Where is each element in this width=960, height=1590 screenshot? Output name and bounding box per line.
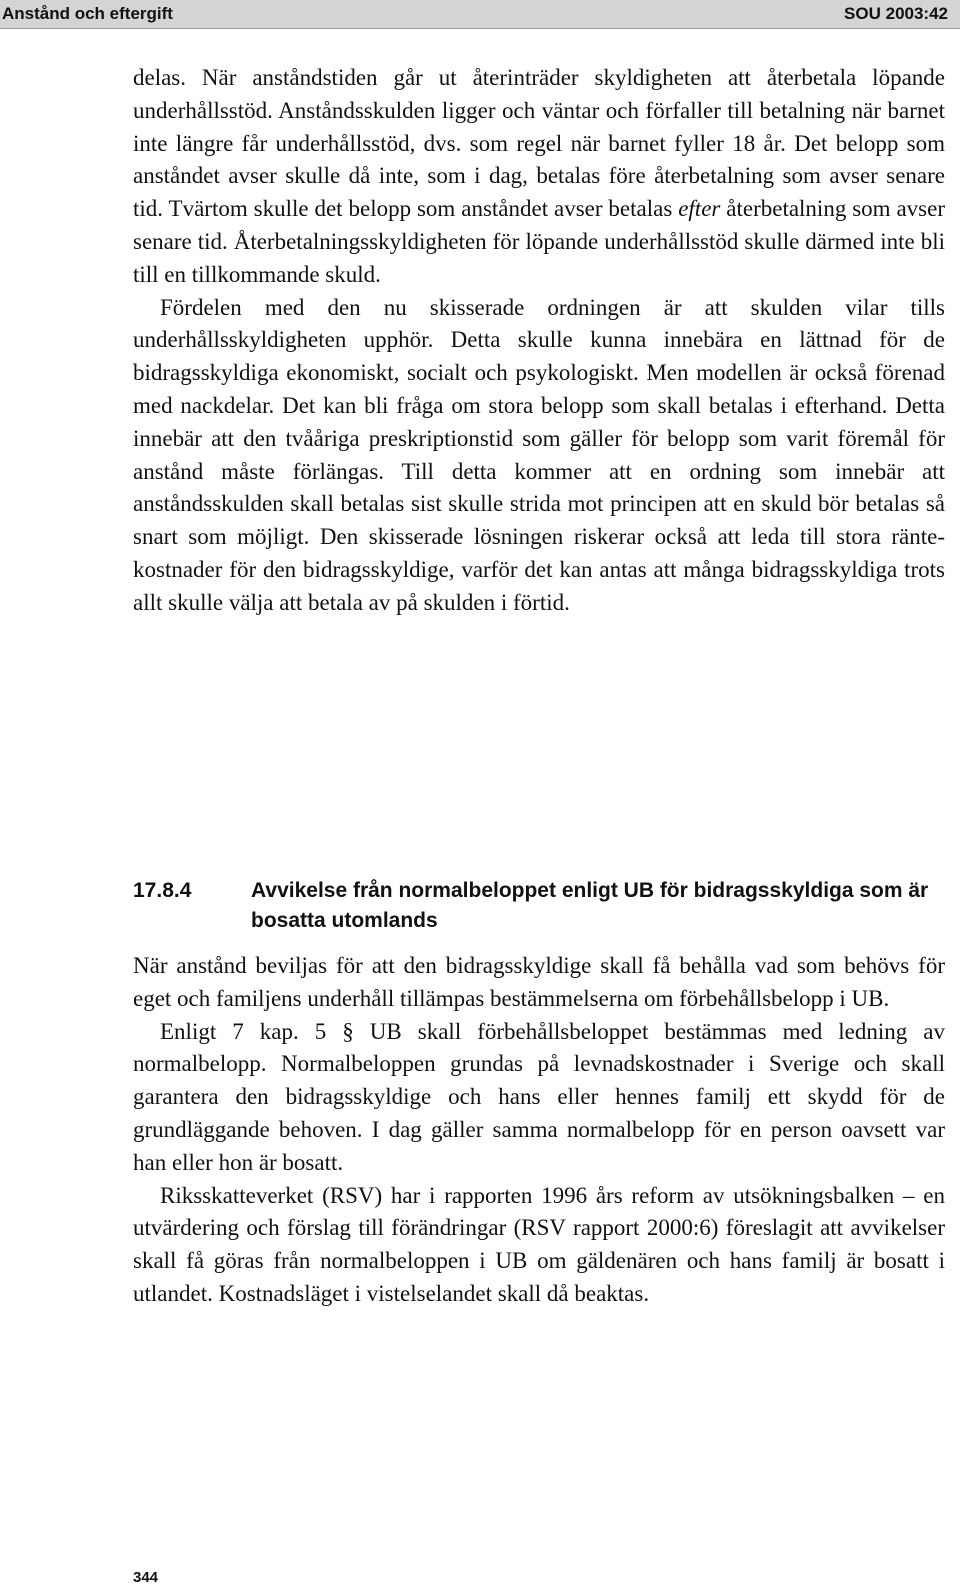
chapter-title: Anstånd och eftergift [2,4,173,23]
paragraph [133,62,945,292]
emphasis-text: efter [678,196,721,222]
section-title: Avvikelse från normalbeloppet enligt UB för bidragsskyldiga som är bosatta utomlands [251,879,929,932]
paragraph: Fördelen med den nu skisserade ordningen är att skulden vilar tills underhållsskyldigheten upphör. Detta skulle kunna innebära en lättnad för de bidragsskyldiga ekonomiskt, socialt och psykologiskt. Men modellen är också förenad med nackdelar. Det kan bli fråga om stora belopp som skall betalas i efterhand. Detta innebär att den tvååriga preskriptionstid som gäller för belopp som varit föremål för anstånd måste förlängas. Till detta kommer att en ordning som innebär att anståndsskulden skall betalas sist skulle strida mot principen att en skuld bör betalas så snart som möjligt. Den skisserade lösningen riskerar också att leda till stora räntekostnader för den bidragsskyldige, varför det kan antas att många bidragsskyldiga trots allt skulle välja att betala av på skulden i förtid. [133,294,945,615]
section-number: 17.8.4 [133,879,192,902]
running-header [0,0,960,29]
paragraph: När anstånd beviljas för att den bidragsskyldige skall få behålla vad som behövs för eget och familjens underhåll tillämpas bestämmelserna om förbehållsbelopp i UB. [133,953,945,1011]
body-text-block-2 [133,950,945,1311]
body-text-block-1 [133,62,945,620]
report-number: SOU 2003:42 [844,4,948,23]
paragraph-text: återbetalning som avser senare tid. Återbetalningsskyldigheten för löpande underhållsstöd skulle därmed inte bli till en tillkommande skuld. [133,196,946,287]
paragraph: Enligt 7 kap. 5 § UB skall förbehållsbeloppet bestämmas med ledning av normalbelopp. Normalbeloppen grundas på levnadskostnader i Sverige och skall garantera den bidragsskyldige och hans eller hennes familj ett skydd för de grundläggande behoven. I dag gäller samma normalbelopp för en person oavsett var han eller hon är bosatt. [133,1018,945,1175]
paragraph-text: delas. När anståndstiden går ut återinträder skyldigheten att återbetala löpande underhållsstöd. Anståndsskulden ligger och väntar och förfaller till betalning när barnet inte längre får underhållsstöd, dvs. som regel när barnet fyller 18 år. Det belopp som anståndet avser skulle då inte, som i dag, betalas före återbetalning som avser senare tid. Tvärtom skulle det belopp som anståndet avser betalas [133,65,945,222]
page-number: 344 [133,1569,159,1586]
paragraph: Riksskatteverket (RSV) har i rapporten 1996 års reform av utsökningsbalken – en utvärdering och förslag till förändringar (RSV rapport 2000:6) föreslagit att avvikelser skall få göras från normalbeloppen i UB om gäldenären och hans familj är bosatt i utlandet. Kostnadsläget i vistelselandet skall då beaktas. [133,1182,945,1306]
